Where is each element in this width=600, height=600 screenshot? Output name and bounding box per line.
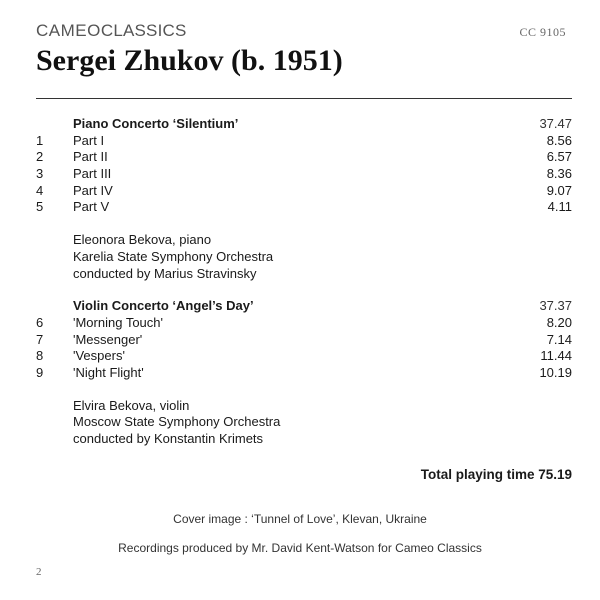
track-number: 4 [36,182,44,198]
brand-logo [36,21,187,41]
credit-line: Moscow State Symphony Orchestra [73,414,281,430]
track-name: 'Night Flight' [73,364,144,380]
track-number: 5 [36,199,44,215]
track-duration: 8.56 [546,132,572,148]
track-name: Part III [73,166,112,182]
track-name: 'Morning Touch' [73,314,163,330]
track-name: 'Vespers' [73,348,125,364]
track-row [36,133,572,150]
track-duration: 7.14 [546,331,572,347]
track-number: 1 [36,132,44,148]
credit-line: Karelia State Symphony Orchestra [73,248,274,264]
track-row [36,315,572,332]
track-name: Part I [73,132,105,148]
cover-image-credit: Cover image : ‘Tunnel of Love’, Klevan, Ukraine [173,512,427,526]
performer-credits [73,232,572,282]
page-number: 2 [36,566,42,578]
spacer [36,282,572,298]
track-row [36,149,572,166]
track-name: Part IV [73,182,113,198]
track-duration: 8.20 [546,314,572,330]
producer-credit: Recordings produced by Mr. David Kent-Watson for Cameo Classics [118,541,482,555]
track-duration: 9.07 [546,182,572,198]
spacer [36,382,572,398]
composer-title: Sergei Zhukov (b. 1951) [36,44,343,77]
work-duration: 37.37 [539,298,572,314]
brand-logo-part-1: CAMEO [36,21,101,40]
credit-line: Eleonora Bekova, piano [73,232,212,248]
track-row [36,348,572,365]
credit-line: conducted by Konstantin Krimets [73,431,264,447]
track-duration: 8.36 [546,166,572,182]
track-row [36,183,572,200]
track-row [36,166,572,183]
track-row [36,365,572,382]
spacer [36,216,572,232]
track-listing [36,116,572,448]
track-row [36,332,572,349]
track-number: 9 [36,364,44,380]
credit-line: Elvira Bekova, violin [73,397,190,413]
track-duration: 6.57 [546,149,572,165]
performer-credits [73,398,572,448]
track-duration: 11.44 [540,348,572,364]
track-number: 7 [36,331,44,347]
track-number: 6 [36,314,44,330]
work-title: Violin Concerto ‘Angel’s Day’ [73,298,254,314]
work-title: Piano Concerto ‘Silentium’ [73,116,239,131]
brand-logo-part-2: CLASSICS [100,21,187,40]
track-duration: 4.11 [547,199,572,215]
work-heading [36,298,572,315]
track-duration: 10.19 [539,364,572,380]
work-duration: 37.47 [539,116,572,131]
track-number: 2 [36,149,44,165]
header-divider [36,98,572,99]
track-name: Part V [73,199,110,215]
track-number: 8 [36,348,44,364]
credit-line: conducted by Marius Stravinsky [73,265,257,281]
work-heading [36,116,572,133]
track-number: 3 [36,166,44,182]
track-name: Part II [73,149,108,165]
total-playing-time: Total playing time 75.19 [420,467,572,482]
track-name: 'Messenger' [73,331,143,347]
track-row [36,199,572,216]
catalog-number: CC 9105 [519,25,566,39]
